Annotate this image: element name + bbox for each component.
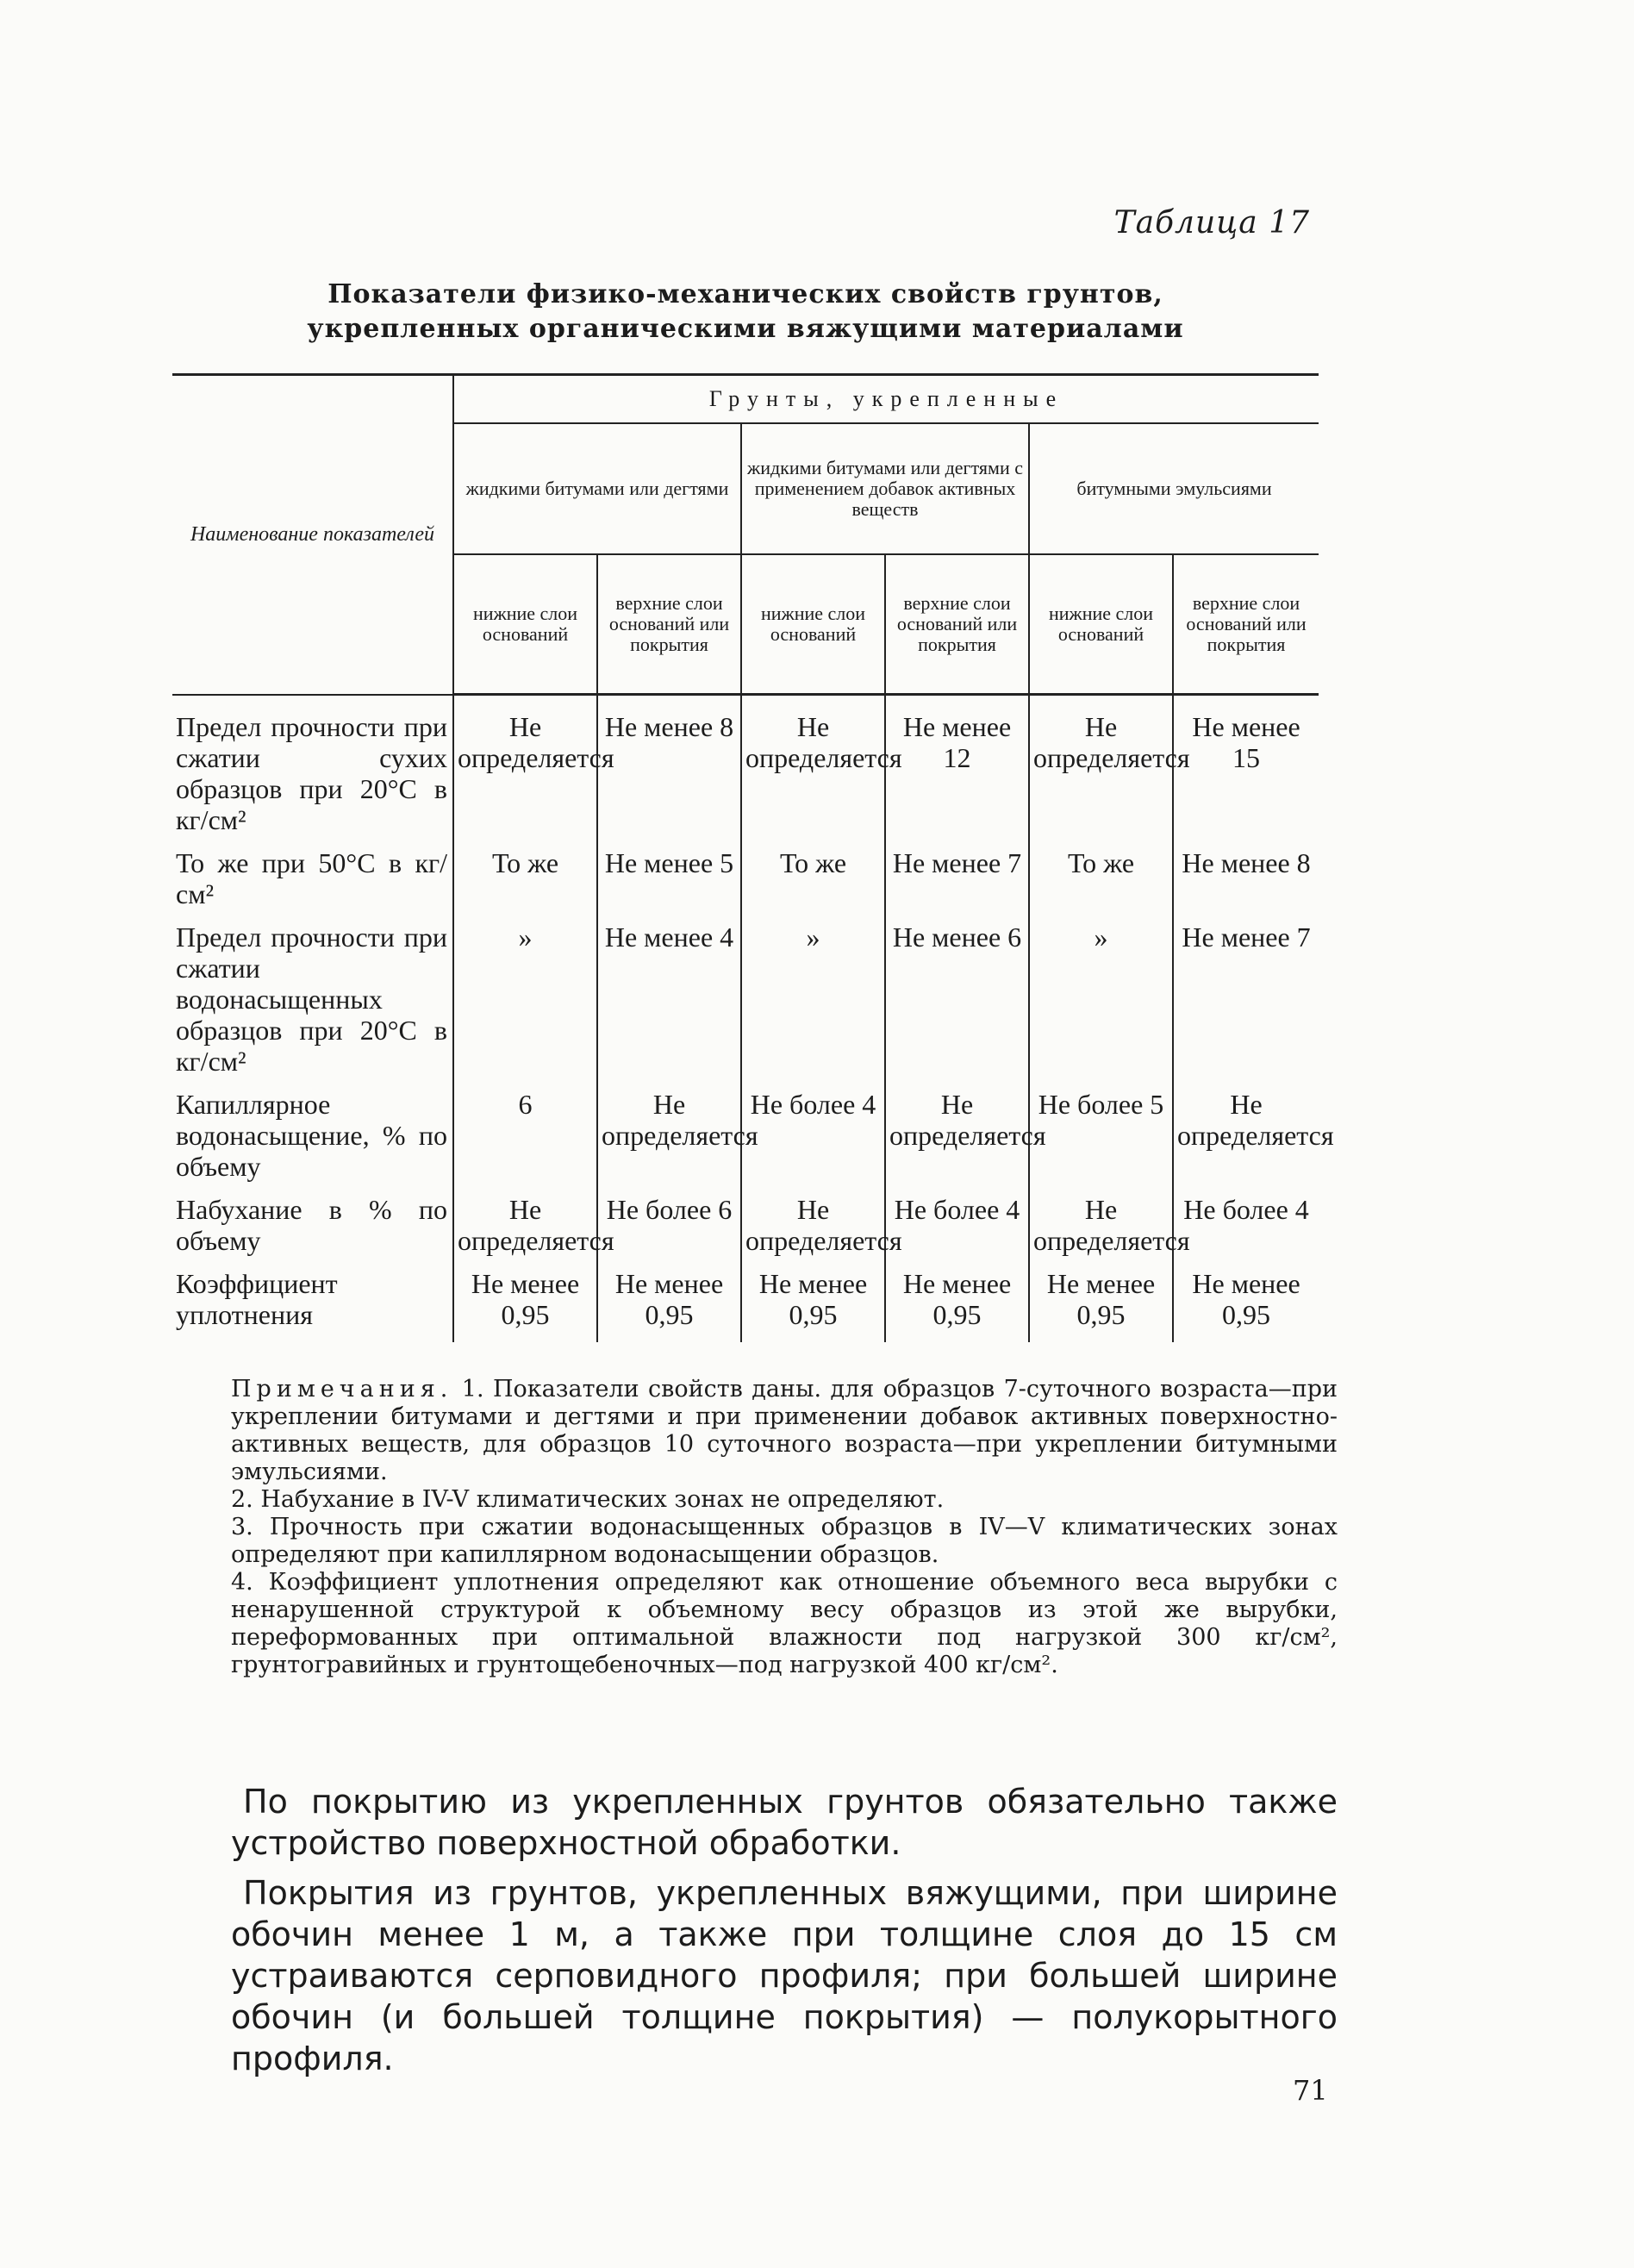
cell-value: То же [1029, 847, 1173, 922]
cell-value: Не более 4 [885, 1194, 1029, 1268]
cell-value: Не определяется [453, 695, 597, 847]
cell-value: 6 [453, 1089, 597, 1194]
row-name: Предел прочности при сжатии водонасыщенных образцов при 20°С в кг/см² [172, 922, 453, 1089]
cell-value: То же [453, 847, 597, 922]
cell-value: Не определяется [453, 1194, 597, 1268]
cell-value: Не менее 7 [1173, 922, 1319, 1089]
table-row [172, 695, 1319, 847]
table-row [172, 847, 1319, 922]
table-label: Таблица 17 [1113, 205, 1310, 241]
cell-value: Не менее 0,95 [597, 1268, 741, 1342]
header-leaf: нижние слои оснований [453, 554, 597, 695]
note-text: 1. Показатели свойств даны. для образцов 7-суточного возраста—при укреплении битумами и дегтями и при применении добавок активных поверхностно-активных веществ, для образцов 10 суточного возраста—при укреплении битумными эмульсиями. [231, 1376, 1338, 1485]
table-title-line: Показатели физико-механических свойств грунтов, [327, 279, 1163, 309]
cell-value: Не определяется [1173, 1089, 1319, 1194]
cell-value: Не определяется [1029, 1194, 1173, 1268]
cell-value: Не менее 15 [1173, 695, 1319, 847]
table-row [172, 922, 1319, 1089]
note-item [231, 1376, 1338, 1486]
cell-value: Не более 5 [1029, 1089, 1173, 1194]
cell-value: Не менее 0,95 [1029, 1268, 1173, 1342]
table-title-line: укрепленных органическими вяжущими материалами [307, 314, 1184, 344]
header-leaf: нижние слои оснований [1029, 554, 1173, 695]
row-name: То же при 50°С в кг/см² [172, 847, 453, 922]
body-text [231, 1781, 1338, 2088]
table-row [172, 1268, 1319, 1342]
header-leaf: нижние слои оснований [741, 554, 885, 695]
row-name: Предел прочности при сжатии сухих образцов при 20°С в кг/см² [172, 695, 453, 847]
header-leaf: верхние слои оснований или покрытия [597, 554, 741, 695]
body-paragraph: По покрытию из укрепленных грунтов обязательно также устройство поверхностной обработки. [231, 1783, 1338, 1862]
cell-value: Не более 4 [1173, 1194, 1319, 1268]
cell-value: То же [741, 847, 885, 922]
notes-lead: Примечания. [231, 1376, 453, 1403]
table-row [172, 1089, 1319, 1194]
cell-value: » [453, 922, 597, 1089]
row-name: Набухание в % по объему [172, 1194, 453, 1268]
header-group: Грунты, укрепленные [453, 375, 1319, 424]
page-number: 71 [1293, 2074, 1328, 2107]
cell-value: Не определяется [1029, 695, 1173, 847]
note-item: 3. Прочность при сжатии водонасыщенных образцов в IV—V климатических зонах определяют при капиллярном водонасыщении образцов. [231, 1514, 1338, 1568]
cell-value: Не менее 5 [597, 847, 741, 922]
cell-value: Не определяется [597, 1089, 741, 1194]
cell-value: Не менее 4 [597, 922, 741, 1089]
header-subgroup: жидкими битумами или дегтями [453, 423, 741, 554]
cell-value: Не более 6 [597, 1194, 741, 1268]
cell-value: Не более 4 [741, 1089, 885, 1194]
cell-value: Не менее 8 [597, 695, 741, 847]
cell-value: Не определяется [885, 1089, 1029, 1194]
note-item: 4. Коэффициент уплотнения определяют как отношение объемного веса вырубки с ненарушенной структурой к объемному весу образцов из этой же вырубки, переформованных при оптимальной влажности под нагрузкой 300 кг/см², грунтогравийных и грунтощебеночных—под нагрузкой 400 кг/см². [231, 1569, 1338, 1678]
header-name-column: Наименование показателей [172, 375, 453, 695]
row-name: Коэффициент уплотнения [172, 1268, 453, 1342]
cell-value: Не менее 8 [1173, 847, 1319, 922]
cell-value: Не менее 0,95 [885, 1268, 1029, 1342]
cell-value: Не менее 7 [885, 847, 1029, 922]
table-title [172, 278, 1319, 347]
header-leaf: верхние слои оснований или покрытия [885, 554, 1029, 695]
cell-value: Не менее 0,95 [741, 1268, 885, 1342]
cell-value: » [1029, 922, 1173, 1089]
cell-value: » [741, 922, 885, 1089]
header-subgroup: жидкими битумами или дегтями с применением добавок активных веществ [741, 423, 1029, 554]
body-paragraph: Покрытия из грунтов, укрепленных вяжущими, при ширине обочин менее 1 м, а также при толщине слоя до 15 см устраиваются серповидного профиля; при большей ширине обочин (и большей толщине покрытия) — полукорытного профиля. [231, 1874, 1338, 2077]
cell-value: Не определяется [741, 1194, 885, 1268]
note-item: 2. Набухание в IV-V климатических зонах не определяют. [231, 1486, 945, 1513]
cell-value: Не менее 6 [885, 922, 1029, 1089]
table-row [172, 1194, 1319, 1268]
cell-value: Не менее 0,95 [453, 1268, 597, 1342]
row-name: Капиллярное водонасыщение, % по объему [172, 1089, 453, 1194]
cell-value: Не определяется [741, 695, 885, 847]
cell-value: Не менее 12 [885, 695, 1029, 847]
table-notes [231, 1376, 1338, 1679]
header-subgroup: битумными эмульсиями [1029, 423, 1319, 554]
cell-value: Не менее 0,95 [1173, 1268, 1319, 1342]
header-leaf: верхние слои оснований или покрытия [1173, 554, 1319, 695]
properties-table [172, 373, 1334, 1342]
